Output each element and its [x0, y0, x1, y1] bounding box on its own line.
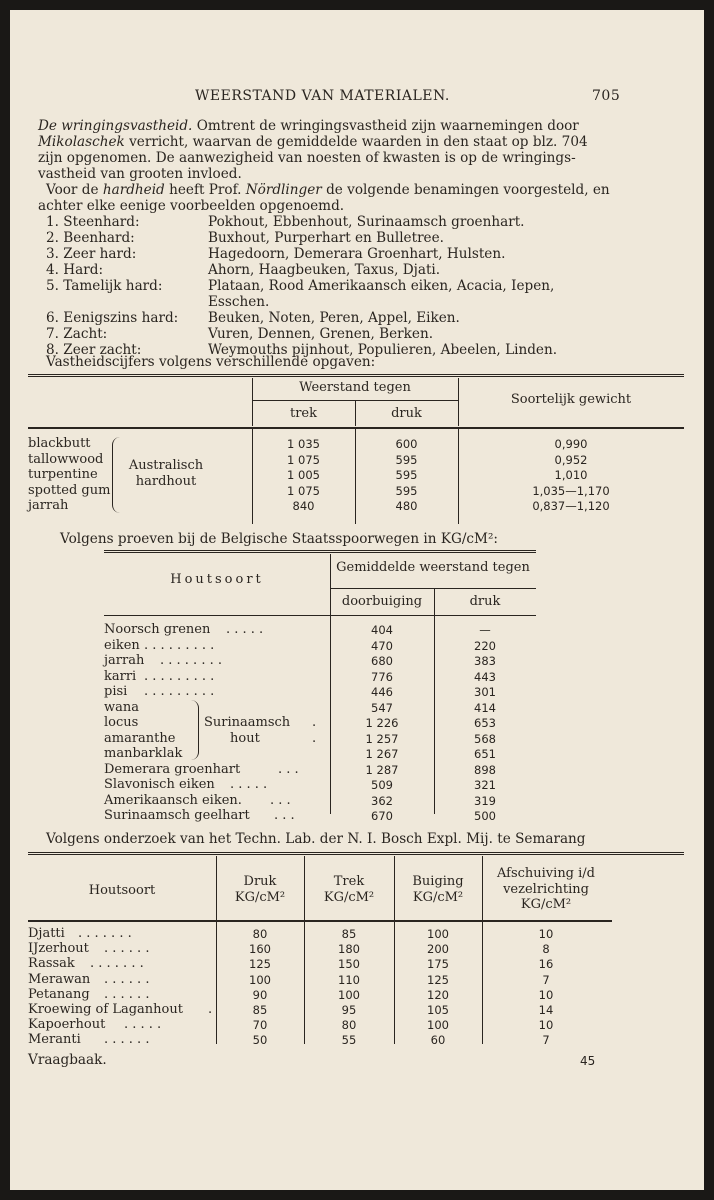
intro-line-2: Mikolaschek verricht, waarvan de gemiddelde waarden in den staat op blz. 704: [38, 134, 588, 150]
hardness-item: 7. Zacht: Vuren, Dennen, Grenen, Berken.: [46, 326, 434, 342]
table1-group-label-2: hardhout: [135, 474, 197, 489]
table-row: Kroewing of Laganhout . 85 95 105 14: [28, 1001, 554, 1017]
table-row: turpentine 1 005 595 1,010: [28, 467, 588, 482]
table-row: spotted gum 1 075 595 1,035—1,170: [28, 482, 610, 498]
table3-head-houtsoort: Houtsoort: [88, 883, 156, 898]
hardness-item: 5. Tamelijk hard: Plataan, Rood Amerikaansch eiken, Acacia, Iepen,: [46, 278, 555, 294]
table1-head-weerstand: Weerstand tegen: [299, 380, 411, 395]
intro-line-4: vastheid van grooten invloed.: [38, 166, 242, 182]
hardness-item: 6. Eenigszins hard: Beuken, Noten, Peren, Appel, Eiken.: [46, 310, 460, 326]
table1-vline: [355, 428, 356, 524]
intro-line-6: achter elke eenige voorbeelden opgenoemd.: [38, 198, 345, 214]
table1-vline: [252, 428, 253, 524]
term-hardheid: hardheid: [102, 182, 165, 198]
table1-head-rule: [28, 427, 684, 429]
author-mikolaschek: Mikolaschek: [38, 134, 125, 150]
table1-body: [28, 436, 684, 514]
table1-head-trek: trek: [289, 406, 317, 421]
hardness-list: [46, 214, 557, 358]
hardness-item: 1. Steenhard: Pokhout, Ebbenhout, Surinaamsch groenhart.: [46, 214, 525, 230]
table1-top-rule: [28, 374, 684, 377]
table-row: locus . 1 226 653: [104, 715, 496, 730]
table-row: jarrah 840 480 0,837—1,120: [28, 498, 610, 513]
page-number: 705: [592, 88, 621, 104]
hardness-item: 4. Hard: Ahorn, Haagbeuken, Taxus, Djati.: [46, 262, 441, 278]
hardness-item: 8. Zeer zacht: Weymouths pijnhout, Populieren, Abeelen, Linden.: [46, 342, 558, 358]
table2-caption: Volgens proeven bij de Belgische Staatsspoorwegen in KG/cM²:: [60, 531, 498, 547]
table-row: Rassak . . . . . . . 125 150 175 16: [28, 956, 554, 972]
table1-head-sg: Soortelijk gewicht: [510, 392, 632, 407]
table1-head-druk: druk: [391, 406, 422, 421]
brace-surinaamsch: [190, 700, 199, 760]
table3-head-afschuiving: Afschuiving i/d vezelrichting KG/cM²: [496, 866, 595, 912]
table-row: manbarklak 1 267 651: [104, 746, 496, 761]
author-nordlinger: Nördlinger: [245, 182, 322, 198]
table2-group-label-1: Surinaamsch: [204, 715, 291, 730]
table-row: IJzerhout . . . . . . 160 180 200 8: [28, 941, 550, 957]
table2-head-doorbuiging: doorbuiging: [341, 594, 423, 609]
hardness-item: Esschen.: [208, 294, 270, 310]
table2-head-rule: [104, 615, 536, 616]
table2-head-druk: druk: [469, 594, 501, 609]
table2-head-gem: Gemiddelde weerstand tegen: [336, 560, 530, 575]
table-row: Demerara groenhart . . . 1 287 898: [104, 761, 496, 777]
table3-top-rule: [28, 852, 684, 855]
term-wringingsvastheid: De wringingsvastheid.: [38, 118, 193, 134]
table-row: Amerikaansch eiken. . . . 362 319: [104, 792, 496, 808]
table3-body: [28, 926, 612, 1048]
table-row: Meranti . . . . . . 50 55 60 7: [28, 1032, 550, 1048]
hardness-item: 2. Beenhard: Buxhout, Purperhart en Bulletree.: [46, 230, 444, 246]
table1-caption: Vastheidscijfers volgens verschillende opgaven:: [46, 354, 376, 370]
intro-line-5: Voor de hardheid heeft Prof. Nördlinger de volgende benamingen voorgesteld, en: [46, 182, 610, 198]
table-row: wana 547 414: [104, 699, 496, 715]
table3-head-buiging: Buiging KG/cM²: [412, 874, 464, 905]
table-row: jarrah . . . . . . . . 680 383: [104, 653, 496, 668]
footer-signature: Vraagbaak.: [28, 1052, 107, 1068]
table-row: eiken . . . . . . . . . 470 220: [104, 637, 496, 653]
intro-line-1: De wringingsvastheid. Omtrent de wringingsvastheid zijn waarnemingen door: [38, 118, 579, 134]
table3-head-rule: [28, 920, 612, 922]
table1-vline: [458, 428, 459, 524]
table3-caption: Volgens onderzoek van het Techn. Lab. der N. I. Bosch Expl. Mij. te Semarang: [46, 831, 586, 847]
table2-top-rule: [104, 550, 536, 553]
table-row: Petanang . . . . . . 90 100 120 10: [28, 986, 554, 1002]
table-row: Noorsch grenen . . . . . 404 —: [104, 622, 491, 637]
table-row: blackbutt 1 035 600 0,990: [28, 436, 588, 451]
intro-line-3: zijn opgenomen. De aanwezigheid van noesten of kwasten is op de wringings-: [38, 150, 576, 166]
table-row: karri . . . . . . . . . 776 443: [104, 668, 496, 684]
running-header-title: WEERSTAND VAN MATERIALEN.: [195, 88, 450, 104]
table-row: tallowwood 1 075 595 0,952: [28, 451, 588, 467]
table3-head-druk: Druk KG/cM²: [234, 874, 286, 905]
hardness-item: 3. Zeer hard: Hagedoorn, Demerara Groenhart, Hulsten.: [46, 246, 506, 262]
table-row: pisi . . . . . . . . . 446 301: [104, 684, 496, 699]
table2-head-houtsoort: Houtsoort: [170, 572, 264, 587]
table-row: Merawan . . . . . . 100 110 125 7: [28, 971, 550, 987]
table-row: Kapoerhout . . . . . 70 80 100 10: [28, 1017, 554, 1033]
table-row: amaranthe . 1 257 568: [104, 730, 496, 746]
table1-group-label-1: Australisch: [128, 458, 204, 473]
table1-subhead-rule: [252, 400, 458, 401]
table-row: Slavonisch eiken . . . . . 509 321: [104, 777, 496, 792]
footer-sheet-number: 45: [580, 1054, 596, 1068]
table-row: Surinaamsch geelhart . . . 670 500: [104, 808, 496, 823]
table2-body: [104, 622, 536, 824]
book-page: [10, 10, 704, 1190]
table3-head-trek: Trek KG/cM²: [323, 874, 375, 905]
table2-subhead-rule: [330, 588, 536, 589]
table2-group-label-2: hout: [230, 731, 260, 746]
table-row: Djatti . . . . . . . 80 85 100 10: [28, 926, 554, 941]
